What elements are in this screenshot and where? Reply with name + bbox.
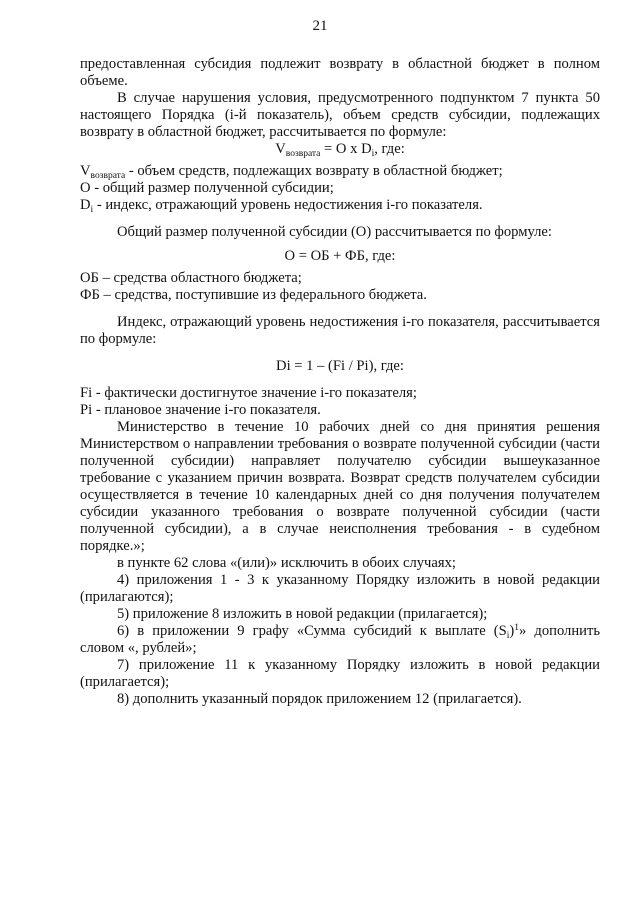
definition-fb: ФБ – средства, поступившие из федерального бюджета.: [80, 287, 427, 303]
list-item-4: 4) приложения 1 - 3 к указанному Порядку изложить в новой редакции (прилагаются);: [80, 572, 600, 605]
paragraph-ministry: Министерство в течение 10 рабочих дней со дня принятия решения Министерством о направлении требования о возврате полученной субсидии (части полученной субсидии) направляет получателю субсидии вышеуказанное требование с указанием причин возврата. Возврат средств получателем субсидии осуществляется в течение 10 календарных дней со дня получения получателем субсидии указанного требования о возврате полученной субсидии (части полученной субсидии), а в случае неисполнения требования - в судебном порядке.»;: [80, 419, 600, 554]
list-item-8: 8) дополнить указанный порядок приложением 12 (прилагается).: [117, 691, 522, 707]
definition-fi: Fi - фактически достигнутое значение i-го показателя;: [80, 385, 417, 401]
paragraph-item-62: в пункте 62 слова «(или)» исключить в обоих случаях;: [117, 555, 456, 571]
list-item-6: 6) в приложении 9 графу «Сумма субсидий к выплате $(S_i)^1$» дополнить словом «, рублей»;: [80, 623, 600, 656]
formula-total-size: О = ОБ + ФБ, где:: [284, 248, 396, 264]
page-number: 21: [312, 18, 328, 34]
list-item-7: 7) приложение 11 к указанному Порядку изложить в новой редакции (прилагается);: [80, 657, 600, 690]
paragraph-index: Индекс, отражающий уровень недостижения i-го показателя, рассчитывается по формуле:: [80, 314, 600, 347]
list-item-5: 5) приложение 8 изложить в новой редакции (прилагается);: [117, 606, 488, 622]
definition-d: $D_i$ - индекс, отражающий уровень недостижения i-го показателя.: [80, 197, 483, 215]
definition-v: $V_{возврата}$ - объем средств, подлежащих возврату в областной бюджет;: [80, 163, 503, 181]
paragraph-total-size: Общий размер полученной субсидии (О) рассчитывается по формуле:: [117, 224, 552, 240]
paragraph-violation: В случае нарушения условия, предусмотренного подпунктом 7 пункта 50 настоящего Порядка (i-й показатель), объем средств субсидии, подлежащих возврату в областной бюджет, рассчитывается по формуле:: [80, 90, 600, 140]
formula-return-volume: $V_{возврата} = O$ x $D_i$, где:: [275, 141, 405, 159]
formula-index: Di = 1 – (Fi / Pi), где:: [276, 358, 404, 374]
definition-pi: Pi - плановое значение i-го показателя.: [80, 402, 321, 418]
document-body: [80, 56, 600, 708]
definition-o: O - общий размер полученной субсидии;: [80, 180, 334, 196]
paragraph-return: предоставленная субсидия подлежит возврату в областной бюджет в полном объеме.: [80, 56, 600, 89]
definition-ob: ОБ – средства областного бюджета;: [80, 270, 302, 286]
